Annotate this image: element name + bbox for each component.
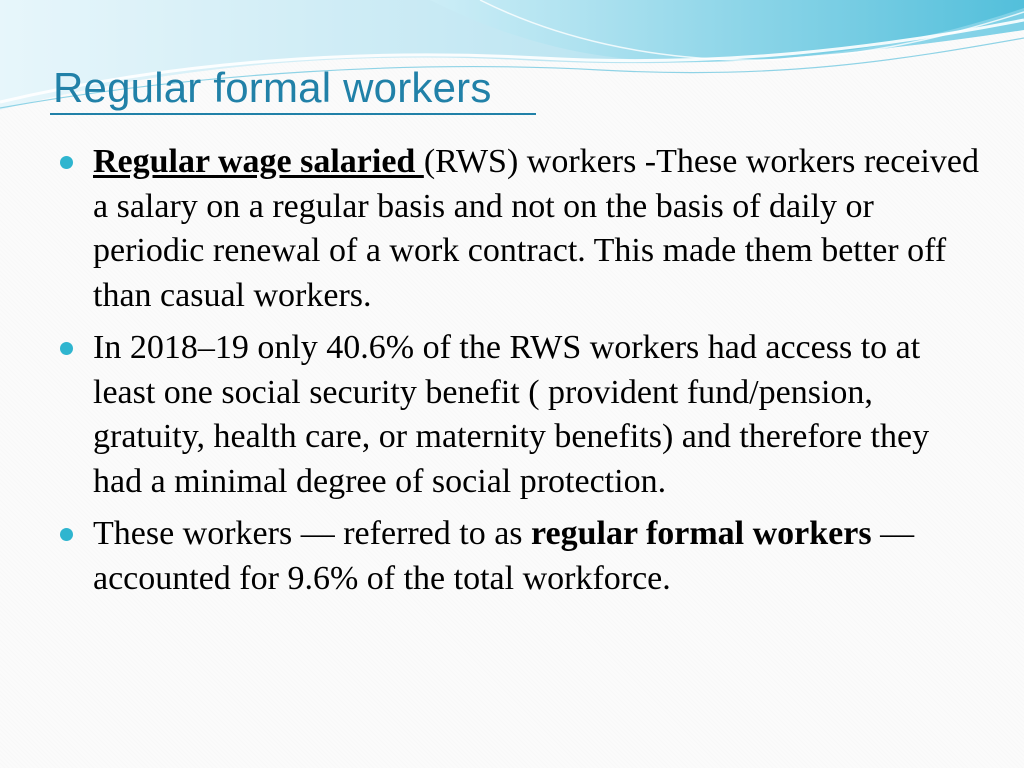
bullet-text: (RWS) workers -These workers received a salary on a regular basis and not on the basis of daily or periodic renewal of a work contract. This made them better off than casual workers. [93, 143, 979, 314]
bullet-tail: — accounted for 9.6% of the total workforce. [93, 515, 915, 597]
bullet-lead: These workers — referred to as [93, 515, 532, 552]
bullet-text: In 2018–19 only 40.6% of the RWS workers had access to at least one social security benefit ( provident fund/pension, gratuity, health care, or maternity benefits) and therefore they had a minimal degree of social protection. [93, 329, 930, 500]
bullet-social-security [60, 326, 980, 504]
bullet-term: regular formal workers [531, 515, 872, 552]
bullet-rws-definition [60, 140, 980, 318]
bullet-dot-icon [60, 342, 73, 355]
bullet-regular-formal [60, 512, 980, 601]
slide-title: Regular formal workers [53, 64, 492, 111]
bullet-list [60, 140, 980, 609]
bullet-term: Regular wage salaried [93, 143, 424, 180]
title-underline [50, 113, 536, 115]
bullet-dot-icon [60, 156, 73, 169]
bullet-dot-icon [60, 528, 73, 541]
